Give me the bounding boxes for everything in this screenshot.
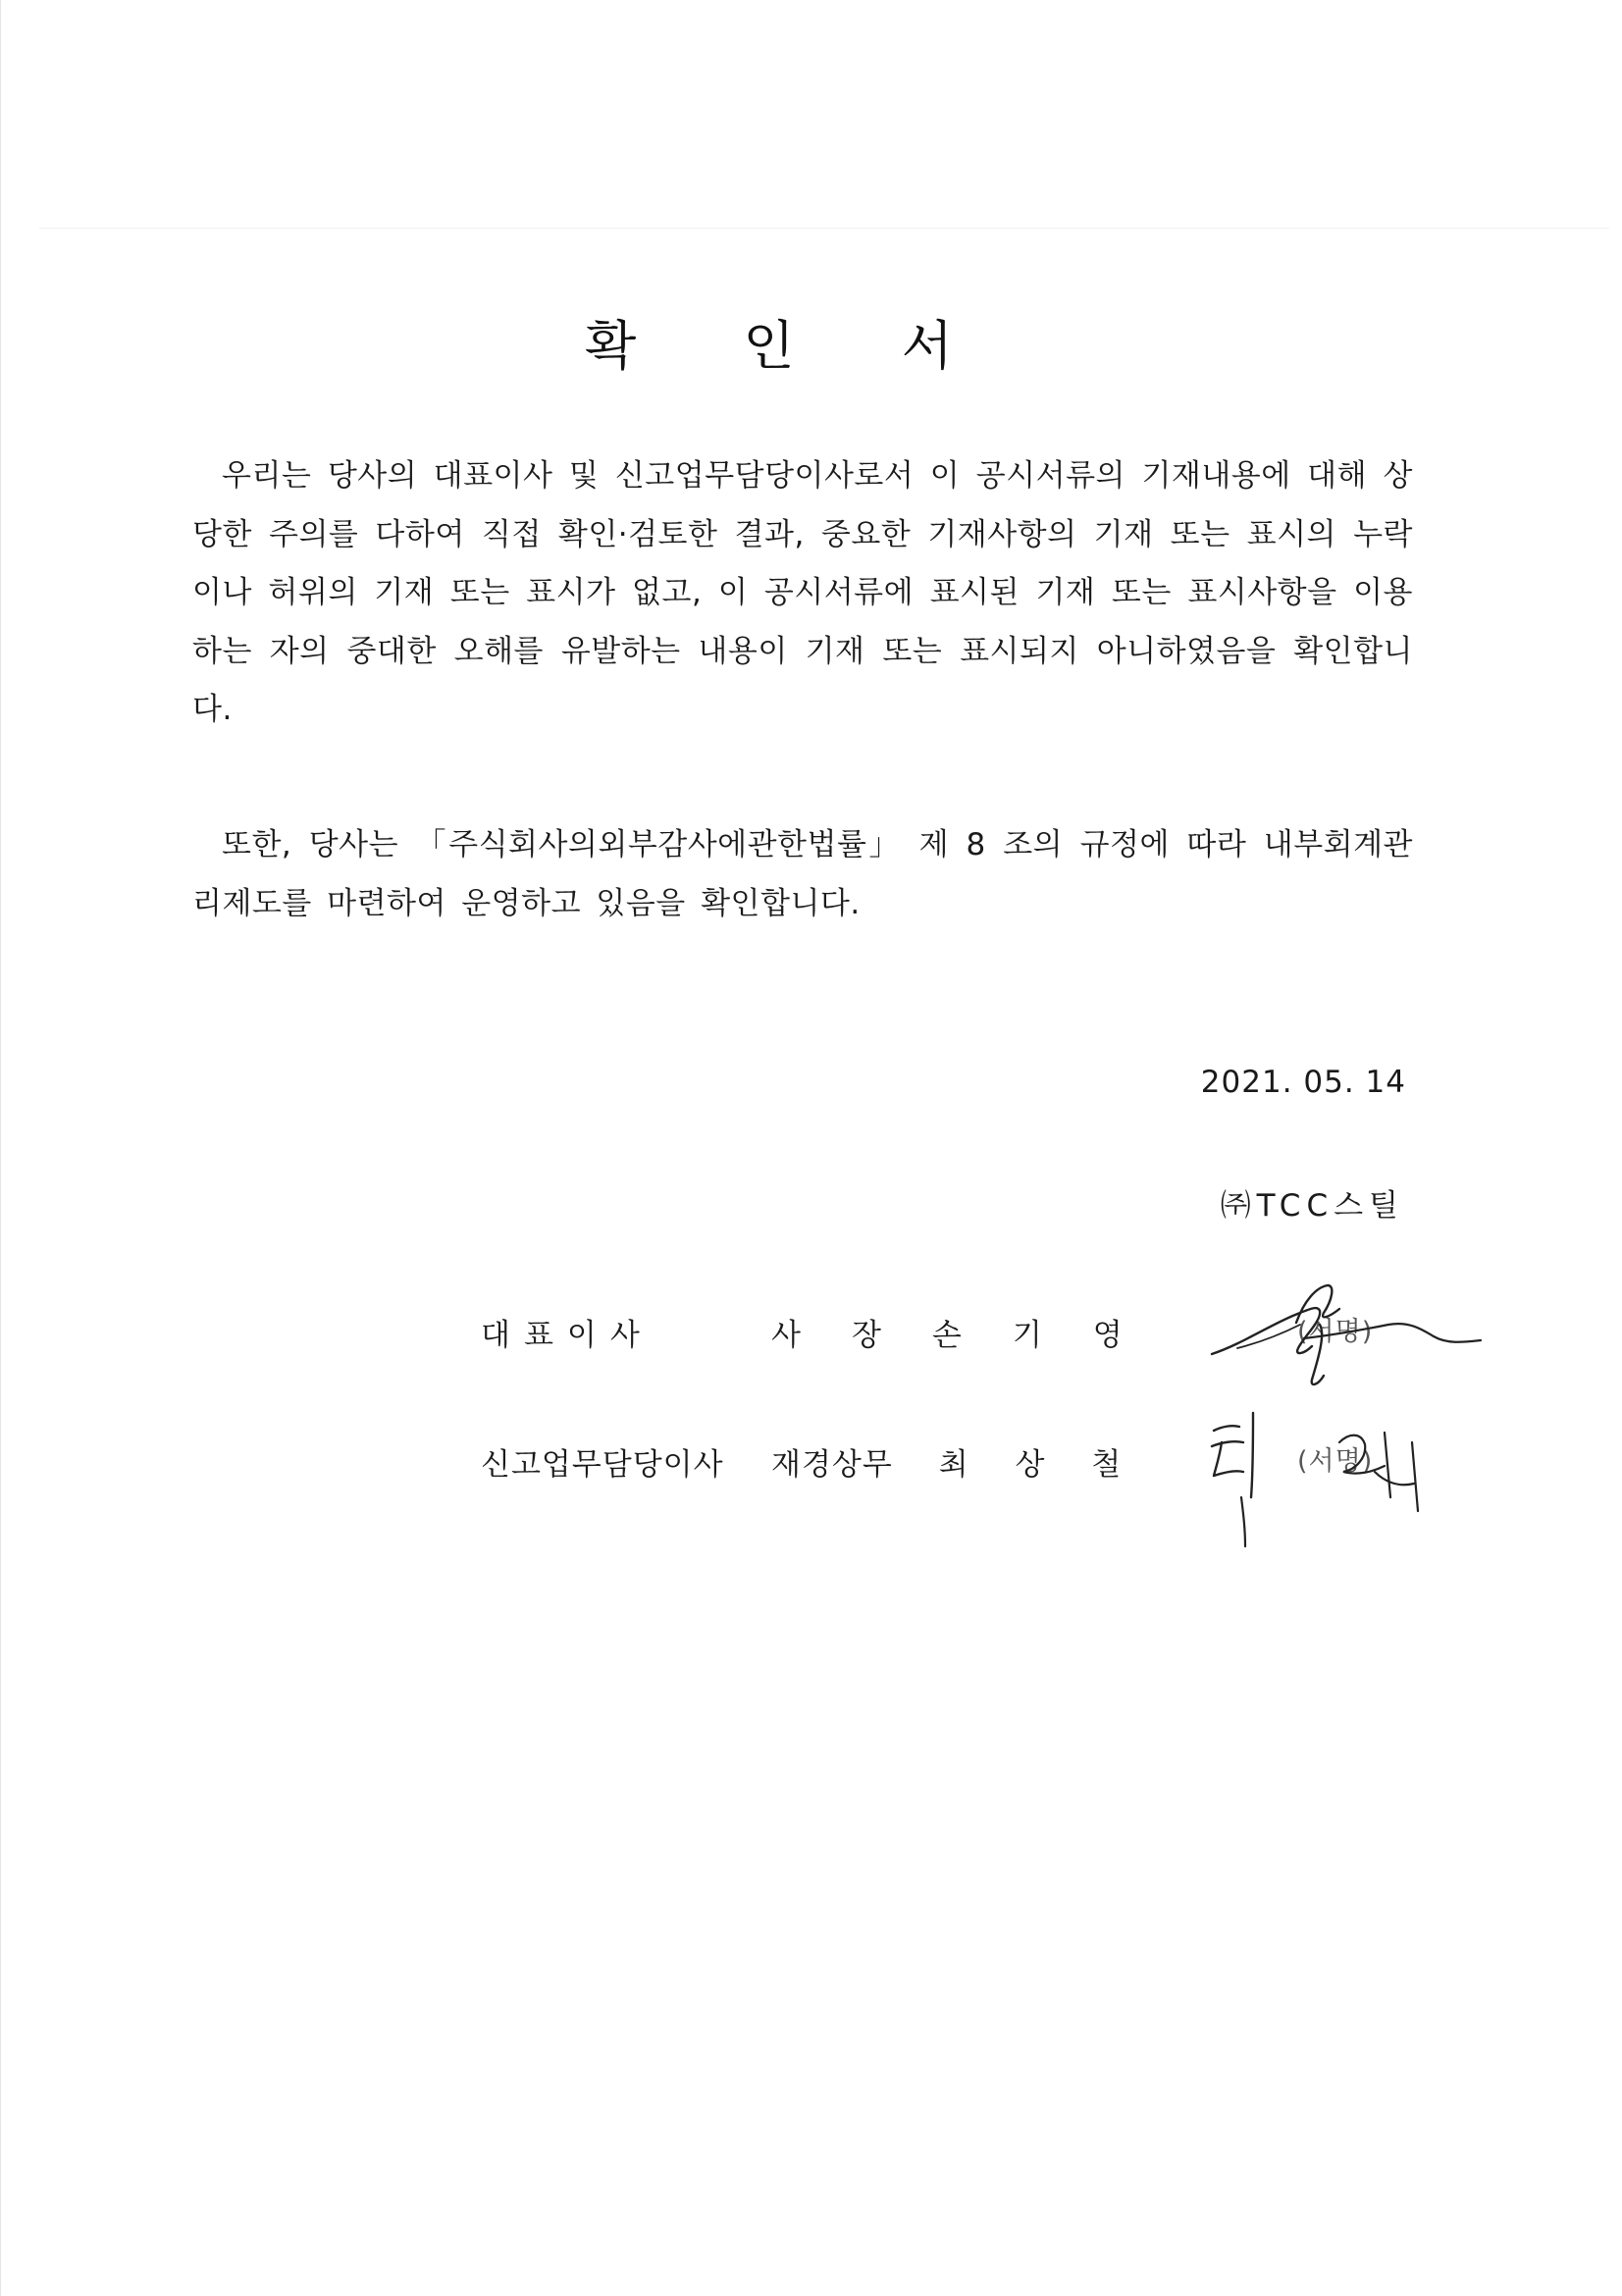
company-name: ㈜TCC스틸 [1220, 1188, 1404, 1224]
internal-control-paragraph [192, 816, 1413, 933]
signatory-name: 재경상무 최 상 철 [771, 1447, 1123, 1483]
signature-label: (서명) [1297, 1317, 1374, 1347]
signatory-role: 대표이사 [481, 1318, 654, 1353]
header-rule [39, 228, 1609, 229]
handwritten-signature-disclosure-officer [1192, 1403, 1447, 1550]
document-title: 확 인 서 [585, 315, 998, 377]
signature-label: (서명) [1297, 1446, 1374, 1477]
confirmation-paragraph-text: 우리는 당사의 대표이사 및 신고업무담당이사로서 이 공시서류의 기재내용에 대해 상당한 주의를 다하여 직접 확인·검토한 결과, 중요한 기재사항의 기재 또는 표시의 누락이나 허위의 기재 또는 표시가 없고, 이 공시서류에 표시된 기재 또는 표시사항을 이용하는 자의 중대한 오해를 유발하는 내용이 기재 또는 표시되지 아니하였음을 확인합니다. [192, 458, 1413, 727]
confirmation-paragraph [192, 447, 1413, 740]
internal-control-paragraph-text: 또한, 당사는 「주식회사의외부감사에관한법률」 제 8 조의 규정에 따라 내부회계관리제도를 마련하여 운영하고 있음을 확인합니다. [192, 827, 1413, 921]
handwritten-signature-ceo [1202, 1266, 1487, 1403]
document-date: 2021. 05. 14 [1200, 1065, 1406, 1100]
signatory-role: 신고업무담당이사 [481, 1447, 724, 1483]
signatory-name: 사장손기영 [771, 1318, 1174, 1353]
